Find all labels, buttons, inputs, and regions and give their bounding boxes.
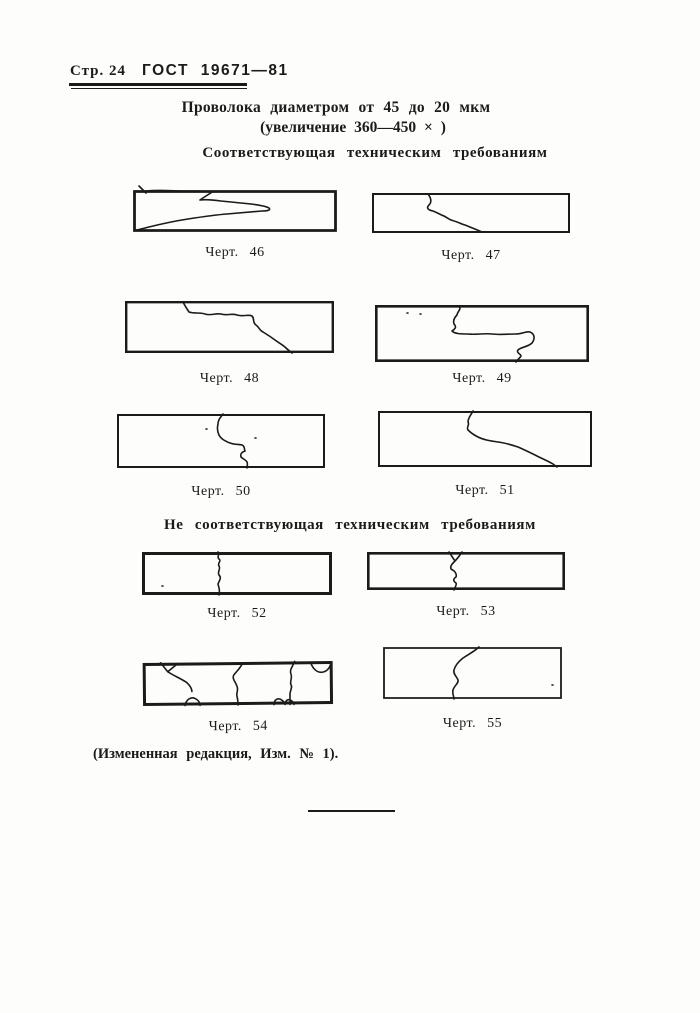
fracture-line [449, 552, 462, 590]
specimen-frame [126, 302, 333, 352]
figure-caption: Черт. 54 [208, 718, 268, 735]
figure-47 [372, 193, 570, 264]
fracture-line [162, 552, 220, 595]
figure-caption: Черт. 48 [199, 371, 260, 386]
wire-specimen-drawing [383, 647, 562, 699]
figure-54 [143, 661, 334, 736]
specimen-frame [384, 648, 561, 698]
fracture-line [407, 306, 534, 362]
fracture-line [428, 194, 482, 232]
figure-50 [117, 414, 325, 500]
section-heading-conforming: Соответствующая техническим требованиям [202, 145, 548, 161]
figure-caption: Черт. 51 [455, 483, 515, 498]
wire-specimen-drawing [143, 661, 333, 706]
wire-specimen-drawing [375, 305, 589, 362]
figure-caption: Черт. 53 [436, 604, 496, 619]
specimen-frame [144, 554, 331, 594]
specimen-frame [118, 415, 324, 467]
figure-caption: Черт. 46 [205, 245, 265, 260]
amendment-note: (Измененная редакция, Изм. № 1). [93, 746, 339, 762]
figure-51 [378, 411, 592, 499]
header-rule-echo [71, 88, 247, 89]
wire-specimen-drawing [133, 190, 337, 232]
end-of-section-rule [308, 810, 395, 812]
wire-specimen-drawing [372, 193, 570, 233]
fracture-line [453, 647, 553, 699]
specimen-frame [373, 194, 569, 232]
fracture-line [161, 661, 332, 706]
figure-52 [142, 552, 332, 622]
specimen-frame [135, 192, 336, 231]
wire-specimen-drawing [142, 552, 332, 595]
wire-specimen-drawing [378, 411, 592, 467]
wire-specimen-drawing [117, 414, 325, 468]
section-heading-nonconforming: Не соответствующая техническим требованиям [164, 517, 536, 533]
figure-49 [375, 305, 589, 387]
header-rule [69, 83, 247, 86]
wire-specimen-drawing [125, 301, 334, 353]
figure-caption: Черт. 52 [207, 606, 267, 621]
document-title-line2: (увеличение 360—450 × ) [260, 119, 446, 136]
wire-specimen-drawing [367, 552, 565, 590]
page-number-label: Стр. 24 [70, 63, 127, 79]
figure-48 [125, 301, 334, 387]
document-title-line1: Проволока диаметром от 45 до 20 мкм [181, 99, 491, 116]
specimen-frame [368, 553, 563, 588]
figure-caption: Черт. 50 [191, 484, 251, 499]
fracture-line [467, 411, 557, 467]
fracture-line [206, 414, 256, 468]
page-header [70, 62, 289, 80]
standard-number-label: ГОСТ 19671—81 [142, 62, 289, 79]
fracture-line [183, 302, 292, 353]
figure-caption: Черт. 49 [452, 371, 512, 386]
figure-46 [133, 190, 337, 261]
figure-53 [367, 552, 565, 620]
figure-caption: Черт. 55 [442, 716, 503, 731]
figure-55 [383, 647, 562, 732]
figure-caption: Черт. 47 [441, 248, 501, 263]
